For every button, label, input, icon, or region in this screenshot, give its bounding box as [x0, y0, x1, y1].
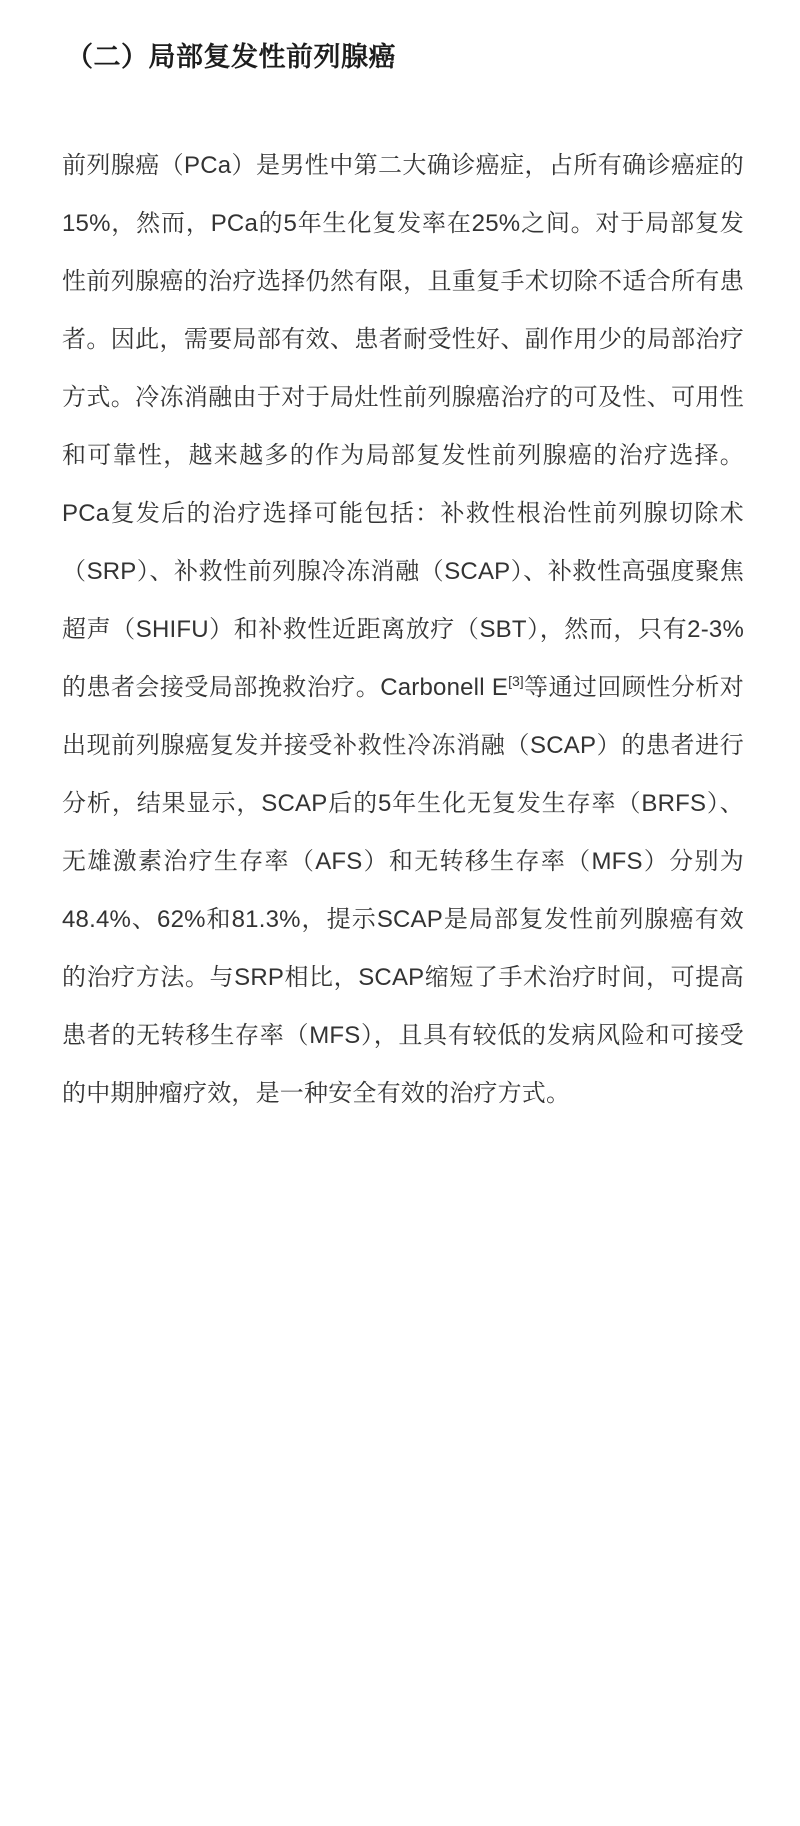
paragraph-lead-text: 前列腺癌（PCa）是男性中第二大确诊癌症，占所有确诊癌症的15%，然而，PCa的5年生化复发率在25%之间。对于局部复发性前列腺癌的治疗选择仍然有限，且重复手术切除不适合所有患者。因此，需要局部有效、患者耐受性好、副作用少的局部治疗方式。冷冻消融由于对于局灶性前列腺癌治疗的可及性、可用性和可靠性，越来越多的作为局部复发性前列腺癌的治疗选择。PCa复发后的治疗选择可能包括：补救性根治性前列腺切除术（SRP）、补救性前列腺冷冻消融（SCAP）、补救性高强度聚焦超声（SHIFU）和补救性近距离放疗（SBT），然而，只有2-3%的患者会接受局部挽救治疗。Carbonell E: [62, 152, 744, 702]
page-title: （二）局部复发性前列腺癌: [66, 42, 396, 72]
citation-reference: [3]: [508, 673, 524, 690]
paragraph-tail-text: 等通过回顾性分析对出现前列腺癌复发并接受补救性冷冻消融（SCAP）的患者进行分析，结果显示，SCAP后的5年生化无复发生存率（BRFS）、无雄激素治疗生存率（AFS）和无转移生存率（MFS）分别为48.4%、62%和81.3%，提示SCAP是局部复发性前列腺癌有效的治疗方法。与SRP相比，SCAP缩短了手术治疗时间，可提高患者的无转移生存率（MFS），且具有较低的发病风险和可接受的中期肿瘤疗效，是一种安全有效的治疗方式。: [62, 674, 744, 1108]
body-paragraph: [62, 137, 744, 1123]
